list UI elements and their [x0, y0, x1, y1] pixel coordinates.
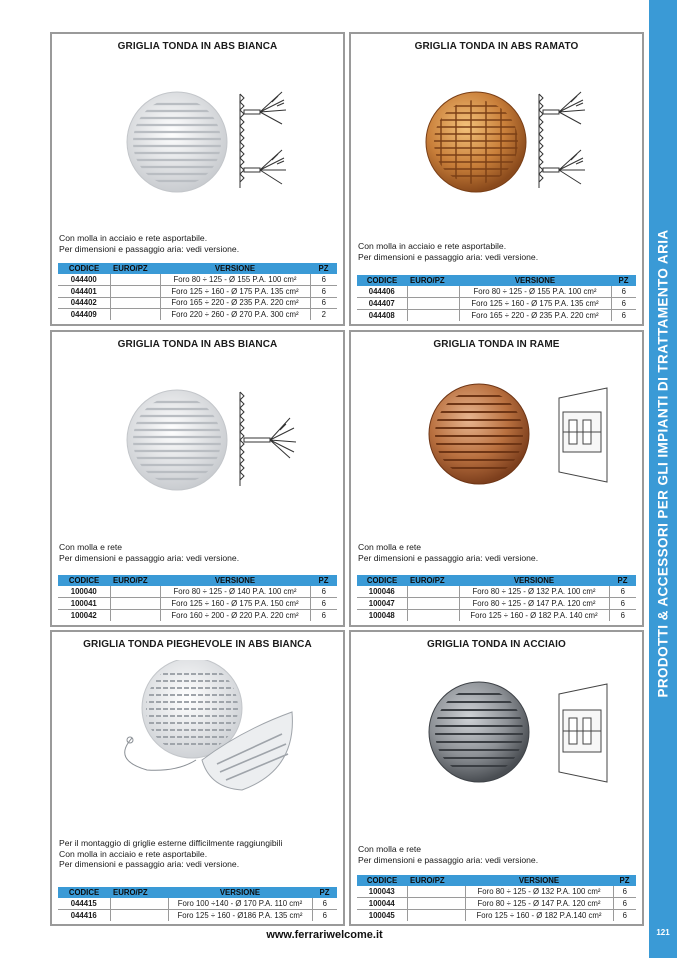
table-row: [58, 297, 337, 309]
product-code: 100045: [368, 910, 395, 920]
spec-table: [357, 275, 636, 321]
product-panel-white-abs-2: [50, 330, 345, 627]
sidebar-title: PRODOTTI & ACCESSORI PER GLI IMPIANTI DI TRATTAMENTO ARIA: [655, 228, 671, 698]
table-row: [357, 298, 636, 310]
price-cell: [110, 274, 160, 286]
panel-description: [358, 542, 636, 563]
product-panel-copper: [349, 330, 644, 627]
product-code: 100046: [357, 586, 407, 598]
table-row: [58, 898, 337, 910]
col-header-pz: PZ: [310, 263, 337, 274]
table-row: [357, 886, 636, 898]
steel-round-grille-image: [411, 664, 621, 814]
table-row: [357, 286, 636, 298]
product-code: 100047: [357, 598, 407, 610]
product-code: 044408: [368, 310, 395, 320]
version-cell: Foro 165 ÷ 220 - Ø 235 P.A. 220 cm²: [160, 297, 310, 309]
col-header-version: VERSIONE: [459, 275, 611, 286]
table-row: [58, 309, 337, 321]
panel-title: GRIGLIA TONDA IN ABS RAMATO: [414, 41, 579, 52]
pz-cell: 6: [609, 598, 636, 610]
product-code: 044401: [58, 286, 110, 298]
description-line: Per dimensioni e passaggio aria: vedi versione.: [59, 552, 240, 563]
product-code: 044416: [70, 911, 97, 920]
col-header-euro: EURO/PZ: [110, 575, 160, 586]
col-header-code: CODICE: [357, 575, 407, 586]
version-cell: Foro 80 ÷ 125 - Ø 132 P.A. 100 cm²: [465, 886, 613, 898]
price-cell: [110, 910, 168, 922]
description-line: Per dimensioni e passaggio aria: vedi versione.: [59, 243, 240, 254]
panel-description: [59, 233, 337, 254]
footer-url: www.ferrariwelcome.it: [266, 929, 383, 941]
col-header-version: VERSIONE: [168, 887, 312, 898]
table-row: [58, 286, 337, 298]
col-header-pz: PZ: [310, 575, 337, 586]
page-number: 121: [656, 928, 670, 937]
version-cell: Foro 125 ÷ 160 - Ø 182 P.A.140 cm²: [465, 909, 613, 921]
version-cell: Foro 220 ÷ 260 - Ø 270 P.A. 300 cm²: [160, 309, 310, 321]
table-row: [357, 909, 636, 921]
description-line: Con molla e rete: [358, 844, 422, 854]
spec-table: [58, 263, 337, 320]
pz-cell: 6: [611, 286, 636, 298]
description-line: Per dimensioni e passaggio aria: vedi versione.: [59, 859, 240, 870]
version-cell: Foro 125 ÷ 160 - Ø 175 P.A. 150 cm²: [160, 598, 310, 610]
price-cell: [407, 286, 459, 298]
panel-description: [59, 838, 337, 870]
panel-title: GRIGLIA TONDA IN ABS BIANCA: [117, 41, 278, 52]
pz-cell: 6: [613, 886, 636, 898]
table-row: [357, 586, 636, 598]
table-row: [357, 598, 636, 610]
product-code: 100042: [70, 610, 97, 620]
pz-cell: 6: [310, 598, 337, 610]
col-header-euro: EURO/PZ: [110, 263, 160, 274]
product-code: 044409: [70, 310, 97, 319]
description-line: Con molla in acciaio e rete asportabile.: [59, 848, 208, 859]
product-panel-copper-abs: [349, 32, 644, 326]
description-line: Con molla in acciaio e rete asportabile.: [358, 241, 507, 251]
col-header-code: CODICE: [58, 575, 110, 586]
price-cell: [407, 898, 465, 910]
version-cell: Foro 80 ÷ 125 - Ø 155 P.A. 100 cm²: [459, 286, 611, 298]
foldable-white-abs-grille-image: [92, 660, 322, 810]
price-cell: [110, 286, 160, 298]
version-cell: Foro 80 ÷ 125 - Ø 155 P.A. 100 cm²: [160, 274, 310, 286]
price-cell: [110, 598, 160, 610]
table-row: [58, 609, 337, 621]
pz-cell: 6: [622, 910, 627, 920]
product-code: 100044: [357, 898, 407, 910]
panel-title: GRIGLIA TONDA IN ACCIAIO: [427, 639, 566, 650]
price-cell: [407, 298, 459, 310]
pz-cell: 6: [613, 898, 636, 910]
panel-description: [358, 241, 636, 262]
version-cell: Foro 160 ÷ 200 - Ø 220 P.A. 220 cm²: [160, 609, 310, 621]
copper-abs-round-grille-image: [411, 80, 621, 230]
product-code: 100043: [357, 886, 407, 898]
product-code: 044407: [357, 298, 407, 310]
price-cell: [110, 898, 168, 910]
version-cell: Foro 125 ÷ 160 - Ø186 P.A. 135 cm²: [168, 910, 312, 922]
col-header-pz: PZ: [609, 575, 636, 586]
price-cell: [407, 309, 459, 321]
table-row: [357, 898, 636, 910]
pz-cell: 6: [609, 586, 636, 598]
pz-cell: 6: [310, 274, 337, 286]
version-cell: Foro 125 ÷ 160 - Ø 182 P.A. 140 cm²: [459, 609, 609, 621]
col-header-code: CODICE: [58, 887, 110, 898]
price-cell: [407, 586, 459, 598]
col-header-version: VERSIONE: [459, 575, 609, 586]
product-code: 044415: [58, 898, 110, 910]
panel-title: GRIGLIA TONDA IN ABS BIANCA: [117, 339, 278, 350]
version-cell: Foro 80 ÷ 125 - Ø 147 P.A. 120 cm²: [459, 598, 609, 610]
pz-cell: 6: [310, 297, 337, 309]
pz-cell: 6: [312, 898, 337, 910]
price-cell: [407, 886, 465, 898]
description-line: Per il montaggio di griglie esterne difficilmente raggiungibili: [59, 838, 283, 848]
price-cell: [407, 598, 459, 610]
version-cell: Foro 125 ÷ 160 - Ø 175 P.A. 135 cm²: [160, 286, 310, 298]
price-cell: [110, 297, 160, 309]
price-cell: [407, 909, 465, 921]
col-header-euro: EURO/PZ: [110, 887, 168, 898]
pz-cell: 6: [621, 310, 626, 320]
spec-table: [357, 875, 636, 921]
col-header-version: VERSIONE: [465, 875, 613, 886]
pz-cell: 6: [321, 610, 326, 620]
price-cell: [110, 609, 160, 621]
version-cell: Foro 80 ÷ 125 - Ø 147 P.A. 120 cm²: [465, 898, 613, 910]
col-header-code: CODICE: [357, 275, 407, 286]
version-cell: Foro 80 ÷ 125 - Ø 140 P.A. 100 cm²: [160, 586, 310, 598]
table-row: [58, 910, 337, 922]
price-cell: [110, 309, 160, 321]
product-code: 044406: [357, 286, 407, 298]
col-header-version: VERSIONE: [160, 575, 310, 586]
table-row: [58, 586, 337, 598]
table-row: [357, 309, 636, 321]
panel-description: [358, 844, 636, 865]
version-cell: Foro 165 ÷ 220 - Ø 235 P.A. 220 cm²: [459, 309, 611, 321]
white-abs-round-grille-image: [112, 372, 322, 522]
version-cell: Foro 125 ÷ 160 - Ø 175 P.A. 135 cm²: [459, 298, 611, 310]
version-cell: Foro 80 ÷ 125 - Ø 132 P.A. 100 cm²: [459, 586, 609, 598]
product-panel-foldable-white-abs: [50, 630, 345, 926]
description-line: Con molla e rete: [59, 542, 123, 552]
white-abs-round-grille-image: [112, 80, 322, 230]
col-header-euro: EURO/PZ: [407, 875, 465, 886]
panel-title: GRIGLIA TONDA PIEGHEVOLE IN ABS BIANCA: [83, 639, 312, 650]
product-panel-steel: [349, 630, 644, 926]
panel-title: GRIGLIA TONDA IN RAME: [433, 339, 560, 350]
product-code: 100040: [58, 586, 110, 598]
col-header-euro: EURO/PZ: [407, 575, 459, 586]
description-line: Per dimensioni e passaggio aria: vedi versione.: [358, 552, 539, 563]
price-cell: [407, 609, 459, 621]
col-header-code: CODICE: [58, 263, 110, 274]
spec-table: [357, 575, 636, 621]
version-cell: Foro 100 ÷140 - Ø 170 P.A. 110 cm²: [168, 898, 312, 910]
pz-cell: 6: [611, 298, 636, 310]
col-header-pz: PZ: [613, 875, 636, 886]
product-code: 044402: [58, 297, 110, 309]
copper-round-grille-image: [411, 368, 621, 518]
pz-cell: 2: [321, 310, 326, 319]
col-header-code: CODICE: [357, 875, 407, 886]
col-header-pz: PZ: [312, 887, 337, 898]
price-cell: [110, 586, 160, 598]
product-panel-white-abs-1: [50, 32, 345, 326]
description-line: Per dimensioni e passaggio aria: vedi versione.: [358, 854, 539, 865]
description-line: Con molla in acciaio e rete asportabile.: [59, 233, 208, 243]
col-header-euro: EURO/PZ: [407, 275, 459, 286]
table-row: [58, 598, 337, 610]
product-code: 100041: [58, 598, 110, 610]
pz-cell: 6: [620, 610, 625, 620]
pz-cell: 6: [310, 586, 337, 598]
col-header-version: VERSIONE: [160, 263, 310, 274]
spec-table: [58, 575, 337, 621]
description-line: Con molla e rete: [358, 542, 422, 552]
spec-table: [58, 887, 337, 921]
col-header-pz: PZ: [611, 275, 636, 286]
table-row: [357, 609, 636, 621]
product-code: 044400: [58, 274, 110, 286]
pz-cell: 6: [322, 911, 327, 920]
table-row: [58, 274, 337, 286]
panel-description: [59, 542, 337, 563]
product-code: 100048: [368, 610, 395, 620]
pz-cell: 6: [310, 286, 337, 298]
description-line: Per dimensioni e passaggio aria: vedi versione.: [358, 251, 539, 262]
